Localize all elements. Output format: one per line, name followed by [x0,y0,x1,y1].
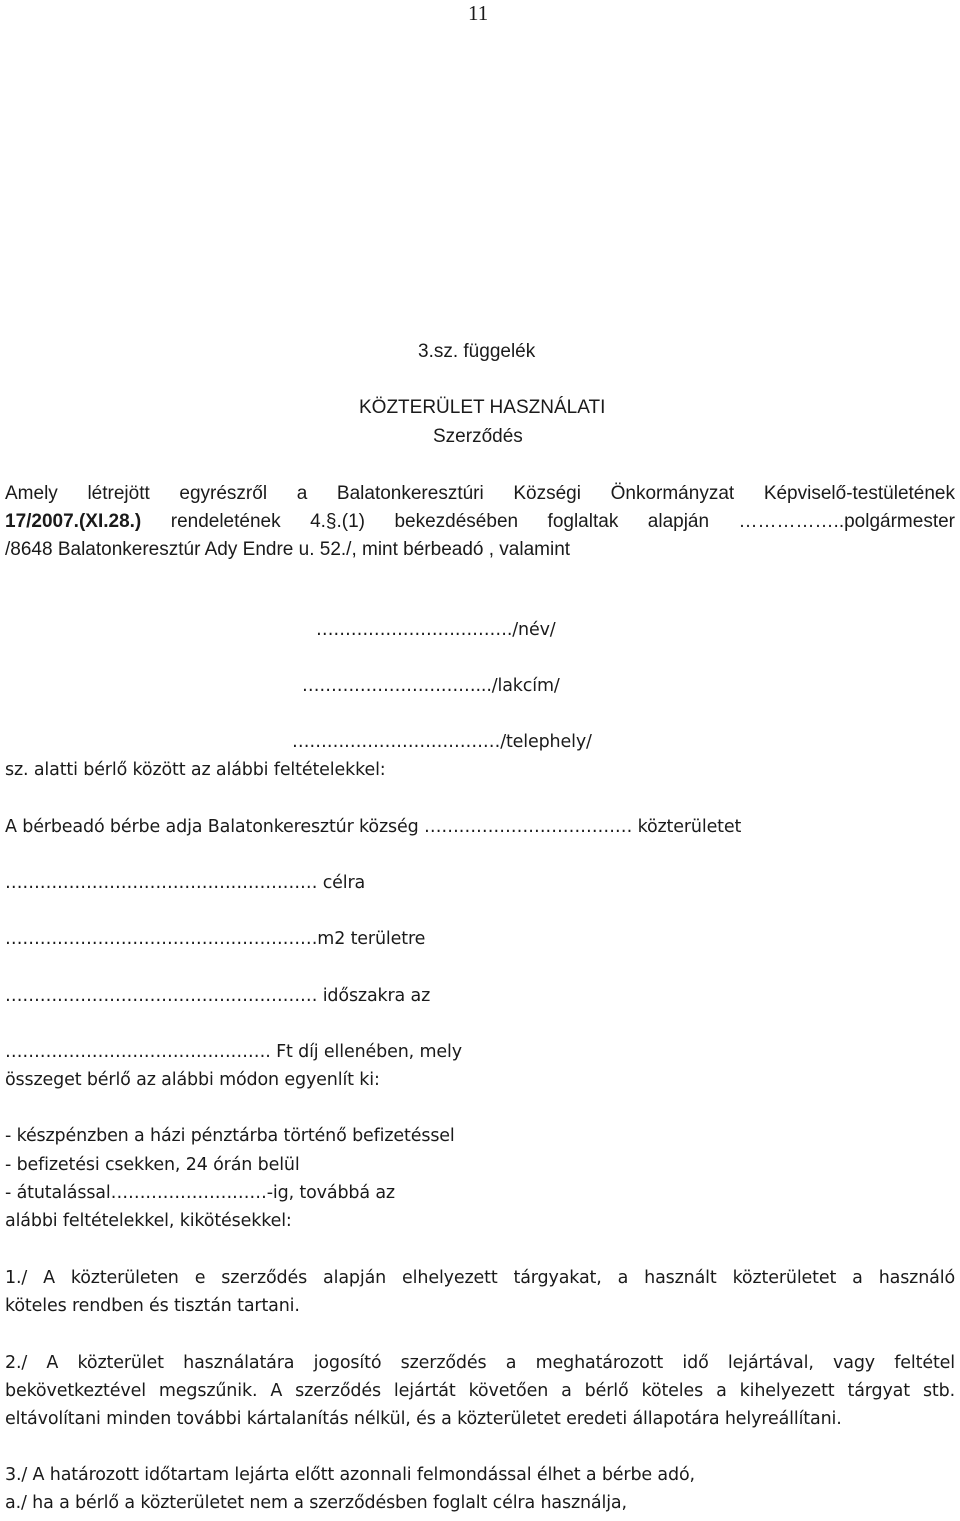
payment-option: - készpénzben a házi pénztárba történő befizetéssel [5,1126,455,1146]
appendix-label: 3.sz. függelék [418,341,536,362]
terms-payment-intro: összeget bérlő az alábbi módon egyenlít ki: [5,1070,380,1090]
terms-purpose: ……………………………………………… célra [5,873,366,893]
intro-line-2-rest: rendeletének 4.§.(1) bekezdésében foglaltak alapján ……………..polgármester [141,511,955,532]
tenant-site-field: ………………………………/telephely/ [292,732,592,752]
intro-line-3: /8648 Balatonkeresztúr Ady Endre u. 52./, mint bérbeadó , valamint [5,539,571,560]
clause-2-line-1: 2./ A közterület használatára jogosító szerződés a meghatározott idő lejártával, vagy feltétel [5,1353,955,1373]
clause-2-line-2: bekövetkeztével megszűnik. A szerződés lejártát követően a bérlő köteles a kihelyezett tárgyat stb. [5,1381,955,1401]
clause-3-line-1: 3./ A határozott időtartam lejárta előtt azonnali felmondással élhet a bérbe adó, [5,1465,695,1485]
page-number: 11 [468,1,489,25]
tenant-name-field: ……………………………./név/ [316,620,556,640]
intro-line-2 [5,512,955,531]
conditions-intro: alábbi feltételekkel, kikötésekkel: [5,1211,292,1231]
terms-period: ……………………………………………… időszakra az [5,986,431,1006]
clause-1-line-1: 1./ A közterületen e szerződés alapján elhelyezett tárgyakat, a használt közterületet a használó [5,1268,955,1288]
clause-2-line-3: eltávolítani minden további kártalanítás nélkül, és a közterületet eredeti állapotára helyreállítani. [5,1409,842,1429]
payment-option: - átutalással………………………-ig, továbbá az [5,1183,395,1203]
intro-line-1: Amely létrejött egyrészről a Balatonkeresztúri Községi Önkormányzat Képviselő-testületének [5,483,955,504]
payment-option: - befizetési csekken, 24 órán belül [5,1155,300,1175]
terms-area: ………………………………………………m2 területre [5,929,426,949]
tenant-between-text: sz. alatti bérlő között az alábbi feltételekkel: [5,760,386,780]
clause-1-line-2: köteles rendben és tisztán tartani. [5,1296,300,1316]
terms-fee: ………………………………………. Ft díj ellenében, mely [5,1042,462,1062]
tenant-address-field: ………………………….../lakcím/ [302,676,560,696]
document-subtitle: Szerződés [433,426,523,447]
clause-3-subclause-a: a./ ha a bérlő a közterületet nem a szerződésben foglalt célra használja, [5,1493,627,1513]
document-title: KÖZTERÜLET HASZNÁLATI [359,397,606,418]
decree-number: 17/2007.(XI.28.) [5,511,142,532]
terms-line-1: A bérbeadó bérbe adja Balatonkeresztúr község ……………………………… közterületet [5,817,742,837]
